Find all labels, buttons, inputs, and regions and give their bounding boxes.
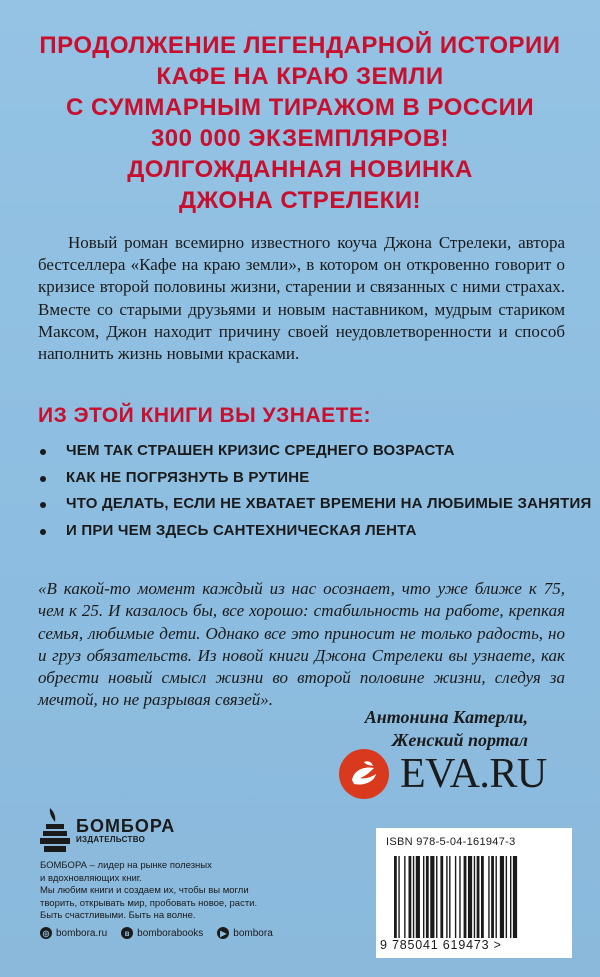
youtube-telegram-icon: ▶ [217, 927, 229, 939]
eva-flower-icon [338, 748, 390, 800]
barcode-bar [468, 856, 472, 938]
barcode-bar [416, 856, 420, 938]
list-item: ЧЕМ ТАК СТРАШЕН КРИЗИС СРЕДНЕГО ВОЗРАСТА [38, 438, 578, 465]
barcode-bar [513, 856, 517, 938]
headline-line: ДЖОНА СТРЕЛЕКИ! [178, 187, 422, 214]
bombora-mark-icon [40, 806, 70, 854]
social-label: bombora [233, 927, 273, 939]
instagram-icon: ◎ [40, 927, 52, 939]
publisher-subtitle: ИЗДАТЕЛЬСТВО [76, 834, 146, 844]
barcode-bar [423, 856, 424, 938]
headline-block [20, 30, 580, 216]
learn-heading: ИЗ ЭТОЙ КНИГИ ВЫ УЗНАЕТЕ: [38, 404, 371, 427]
publisher-description [40, 860, 320, 923]
list-item: ЧТО ДЕЛАТЬ, ЕСЛИ НЕ ХВАТАЕТ ВРЕМЕНИ НА ЛЮБИМЫЕ ЗАНЯТИЯ [38, 491, 578, 518]
barcode-bar [481, 856, 484, 938]
publisher-line: и вдохновляющих книг. [40, 872, 142, 884]
barcode-bar [506, 856, 507, 938]
social-link-video[interactable] [217, 927, 272, 939]
barcode-bar [496, 856, 497, 938]
publisher-line: Быть счастливыми. Быть на волне. [40, 910, 196, 921]
social-label: bomborabooks [137, 927, 204, 939]
headline-line: ДОЛГОЖДАННАЯ НОВИНКА [127, 156, 473, 183]
barcode-bar [426, 856, 429, 938]
bullet-icon [40, 476, 46, 482]
barcode-bar [464, 856, 467, 938]
barcode-bar [500, 856, 504, 938]
isbn-barcode [376, 828, 572, 958]
book-description: Новый роман всемирно известного коуча Джона Стрелеки, автора бестселлера «Кафе на краю земли», в котором он откровенно говорит о кризисе второй половины жизни, старении и связанных с ними страхах. Вместе со старыми друзьями и новым наставником, мудрым стариком Максом, Джон находит причину своей неудовлетворенности и способ наполнить жизнь новыми красками. [38, 233, 565, 364]
list-item: И ПРИ ЧЕМ ЗДЕСЬ САНТЕХНИЧЕСКАЯ ЛЕНТА [38, 518, 578, 545]
barcode-bar [440, 856, 443, 938]
headline-line: 300 000 ЭКЗЕМПЛЯРОВ! [150, 125, 450, 152]
eva-logo-text: EVA.RU [400, 751, 547, 797]
barcode-bar [409, 856, 412, 938]
barcode-bar [413, 856, 414, 938]
barcode-bar [404, 856, 405, 938]
author-name: Антонина Катерли, [364, 707, 528, 727]
barcode-bars [394, 856, 554, 938]
eva-logo [338, 746, 547, 802]
social-link-vk[interactable] [121, 927, 203, 939]
social-link-instagram[interactable] [40, 927, 107, 939]
headline-line: С СУММАРНЫМ ТИРАЖОМ В РОССИИ [65, 94, 535, 121]
social-links [40, 927, 273, 939]
barcode-bar [430, 856, 434, 938]
isbn-label: ISBN 978-5-04-161947-3 [386, 836, 516, 848]
author-source: Женский портал [391, 730, 528, 750]
barcode-bar [477, 856, 480, 938]
publisher-line: Мы любим книги и создаем их, чтобы вы могли [40, 885, 249, 896]
barcode-bar [398, 856, 399, 938]
publisher-line: БОМБОРА – лидер на рынке полезных [40, 860, 212, 871]
barcode-bar [474, 856, 475, 938]
publisher-line: творить, открывать мир, пробовать новое, расти. [40, 897, 258, 909]
barcode-bar [446, 856, 447, 938]
bullet-icon [40, 449, 46, 455]
publisher-logo [40, 806, 175, 854]
barcode-bar [459, 856, 460, 938]
review-quote: «В какой-то момент каждый из нас осознает, что уже ближе к 75, чем к 25. И казалось бы, все хорошо: стабильность на работе, крепкая семья, любимые дети. Однако все это приносит не только радость, но и груз обязательств. Из новой книги Джона Стрелеки вы узнаете, как обрести новый смысл жизни во второй половине жизни, следуя за мечтой, но не разрывая связей». [38, 579, 565, 710]
headline-line: ПРОДОЛЖЕНИЕ ЛЕГЕНДАРНОЙ ИСТОРИИ [39, 32, 561, 59]
barcode-bar [488, 856, 489, 938]
barcode-bar [491, 856, 494, 938]
headline-line: КАФЕ НА КРАЮ ЗЕМЛИ [156, 63, 444, 90]
barcode-bar [455, 856, 456, 938]
bullet-icon [40, 502, 46, 508]
publisher-name: БОМБОРА [76, 815, 176, 836]
vk-icon: в [121, 927, 133, 939]
barcode-bar [436, 856, 437, 938]
learn-list [38, 438, 592, 544]
bullet-icon [40, 529, 46, 535]
barcode-digits: 9 785041 619473 > [380, 938, 502, 952]
barcode-bar [394, 856, 397, 938]
barcode-bar [449, 856, 450, 938]
list-item: КАК НЕ ПОГРЯЗНУТЬ В РУТИНЕ [38, 465, 578, 492]
social-label: bombora.ru [56, 927, 108, 939]
barcode-bar [510, 856, 511, 938]
